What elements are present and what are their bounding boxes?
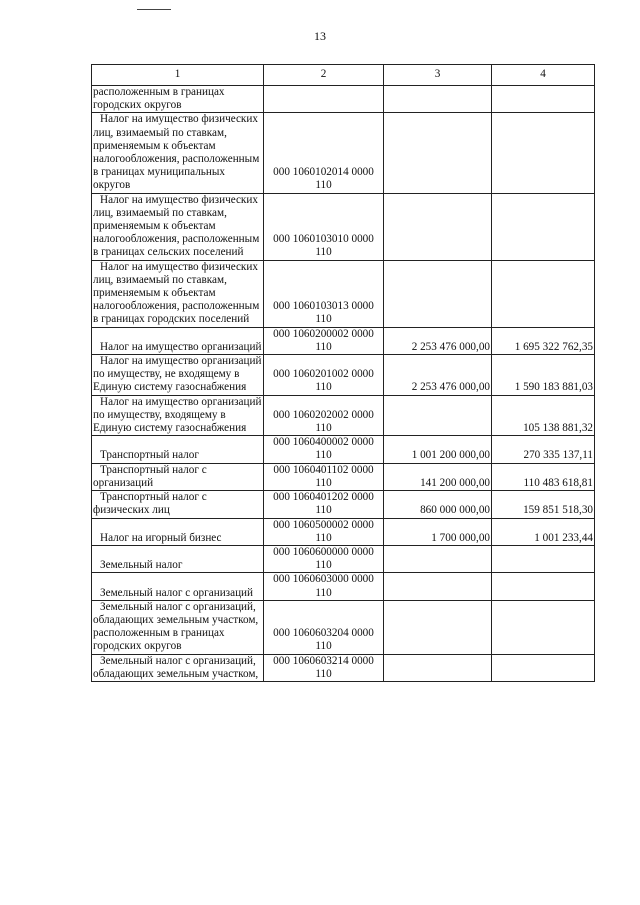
table-row — [92, 193, 595, 260]
row-col3 — [384, 113, 492, 193]
row-code: 000 1060400002 0000 110 — [264, 436, 384, 463]
row-name — [92, 86, 264, 113]
row-code: 000 1060202002 0000 110 — [264, 395, 384, 436]
table-row — [92, 327, 595, 354]
row-col3: 141 200 000,00 — [384, 463, 492, 490]
table-row — [92, 436, 595, 463]
row-col3 — [384, 395, 492, 436]
row-name-text: Налог на имущество физических лиц, взимаемый по ставкам, применяемым к объектам налогообложения, расположенным в границах городских поселений — [93, 260, 260, 326]
row-name-text: Земельный налог с организаций — [100, 586, 254, 599]
row-col3 — [384, 193, 492, 260]
table-row — [92, 113, 595, 193]
row-code: 000 1060603000 0000 110 — [264, 573, 384, 600]
row-name — [92, 491, 264, 518]
row-code: 000 1060103010 0000 110 — [264, 193, 384, 260]
row-name — [92, 463, 264, 490]
row-col4: 270 335 137,11 — [492, 436, 595, 463]
row-name — [92, 545, 264, 572]
row-name-text: Налог на имущество организаций по имуществу, входящему в Единую систему газоснабжения — [93, 395, 262, 435]
row-col4 — [492, 600, 595, 654]
table-row — [92, 600, 595, 654]
table-row — [92, 545, 595, 572]
row-code — [264, 86, 384, 113]
row-name-text: Земельный налог с организаций, обладающих земельным участком, — [93, 654, 259, 680]
row-name-text: расположенным в границах городских округов — [93, 86, 225, 112]
row-col3 — [384, 600, 492, 654]
row-name-text: Налог на имущество физических лиц, взимаемый по ставкам, применяемым к объектам налогообложения, расположенным в границах сельских поселений — [93, 193, 260, 259]
row-name — [92, 573, 264, 600]
row-name — [92, 600, 264, 654]
row-code: 000 1060603204 0000 110 — [264, 600, 384, 654]
row-code: 000 1060401202 0000 110 — [264, 491, 384, 518]
row-code: 000 1060401102 0000 110 — [264, 463, 384, 490]
row-code: 000 1060200002 0000 110 — [264, 327, 384, 354]
page-number: 13 — [314, 29, 326, 43]
revenue-table — [91, 64, 595, 682]
row-col3 — [384, 545, 492, 572]
row-name-text: Налог на игорный бизнес — [100, 531, 222, 544]
row-name-text: Земельный налог — [100, 559, 183, 572]
row-name — [92, 436, 264, 463]
row-name-text: Транспортный налог — [100, 449, 199, 462]
row-col4: 1 001 233,44 — [492, 518, 595, 545]
header-col-1: 1 — [92, 65, 264, 86]
row-code: 000 1060102014 0000 110 — [264, 113, 384, 193]
row-code: 000 1060500002 0000 110 — [264, 518, 384, 545]
table-row — [92, 463, 595, 490]
row-col4 — [492, 193, 595, 260]
table-row — [92, 654, 595, 681]
row-col4: 105 138 881,32 — [492, 395, 595, 436]
row-name — [92, 395, 264, 436]
row-code: 000 1060600000 0000 110 — [264, 545, 384, 572]
row-col4 — [492, 573, 595, 600]
header-col-2: 2 — [264, 65, 384, 86]
table-row — [92, 491, 595, 518]
row-col3: 1 700 000,00 — [384, 518, 492, 545]
row-name — [92, 193, 264, 260]
row-col4: 110 483 618,81 — [492, 463, 595, 490]
row-code: 000 1060603214 0000 110 — [264, 654, 384, 681]
row-col3 — [384, 573, 492, 600]
row-col3: 2 253 476 000,00 — [384, 355, 492, 396]
row-col3: 860 000 000,00 — [384, 491, 492, 518]
table-row — [92, 518, 595, 545]
row-name — [92, 355, 264, 396]
row-col4: 1 695 322 762,35 — [492, 327, 595, 354]
table-header-row — [92, 65, 595, 86]
row-col3: 2 253 476 000,00 — [384, 327, 492, 354]
table-row — [92, 573, 595, 600]
row-name-text: Налог на имущество организаций — [100, 340, 262, 353]
row-col3: 1 001 200 000,00 — [384, 436, 492, 463]
row-col3 — [384, 260, 492, 327]
row-name-text: Транспортный налог с организаций — [93, 463, 207, 489]
table-row — [92, 355, 595, 396]
header-col-4: 4 — [492, 65, 595, 86]
row-col4 — [492, 545, 595, 572]
row-name-text: Земельный налог с организаций, обладающих земельным участком, расположенным в границах городских округов — [93, 600, 259, 653]
row-name-text: Налог на имущество организаций по имуществу, не входящему в Единую систему газоснабжения — [93, 355, 262, 394]
header-col-3: 3 — [384, 65, 492, 86]
table-row — [92, 395, 595, 436]
row-col4 — [492, 260, 595, 327]
row-name — [92, 113, 264, 193]
row-name — [92, 327, 264, 354]
row-code: 000 1060103013 0000 110 — [264, 260, 384, 327]
row-col4 — [492, 654, 595, 681]
row-col4: 1 590 183 881,03 — [492, 355, 595, 396]
row-name — [92, 654, 264, 681]
row-name — [92, 260, 264, 327]
row-name-text: Налог на имущество физических лиц, взимаемый по ставкам, применяемым к объектам налогообложения, расположенным в границах муниципальных округов — [93, 113, 260, 192]
scan-artifact-line — [137, 9, 171, 10]
row-code: 000 1060201002 0000 110 — [264, 355, 384, 396]
row-col3 — [384, 86, 492, 113]
row-col4: 159 851 518,30 — [492, 491, 595, 518]
row-name — [92, 518, 264, 545]
row-name-text: Транспортный налог с физических лиц — [93, 491, 207, 517]
table-row — [92, 260, 595, 327]
row-col4 — [492, 86, 595, 113]
table-row — [92, 86, 595, 113]
row-col3 — [384, 654, 492, 681]
row-col4 — [492, 113, 595, 193]
